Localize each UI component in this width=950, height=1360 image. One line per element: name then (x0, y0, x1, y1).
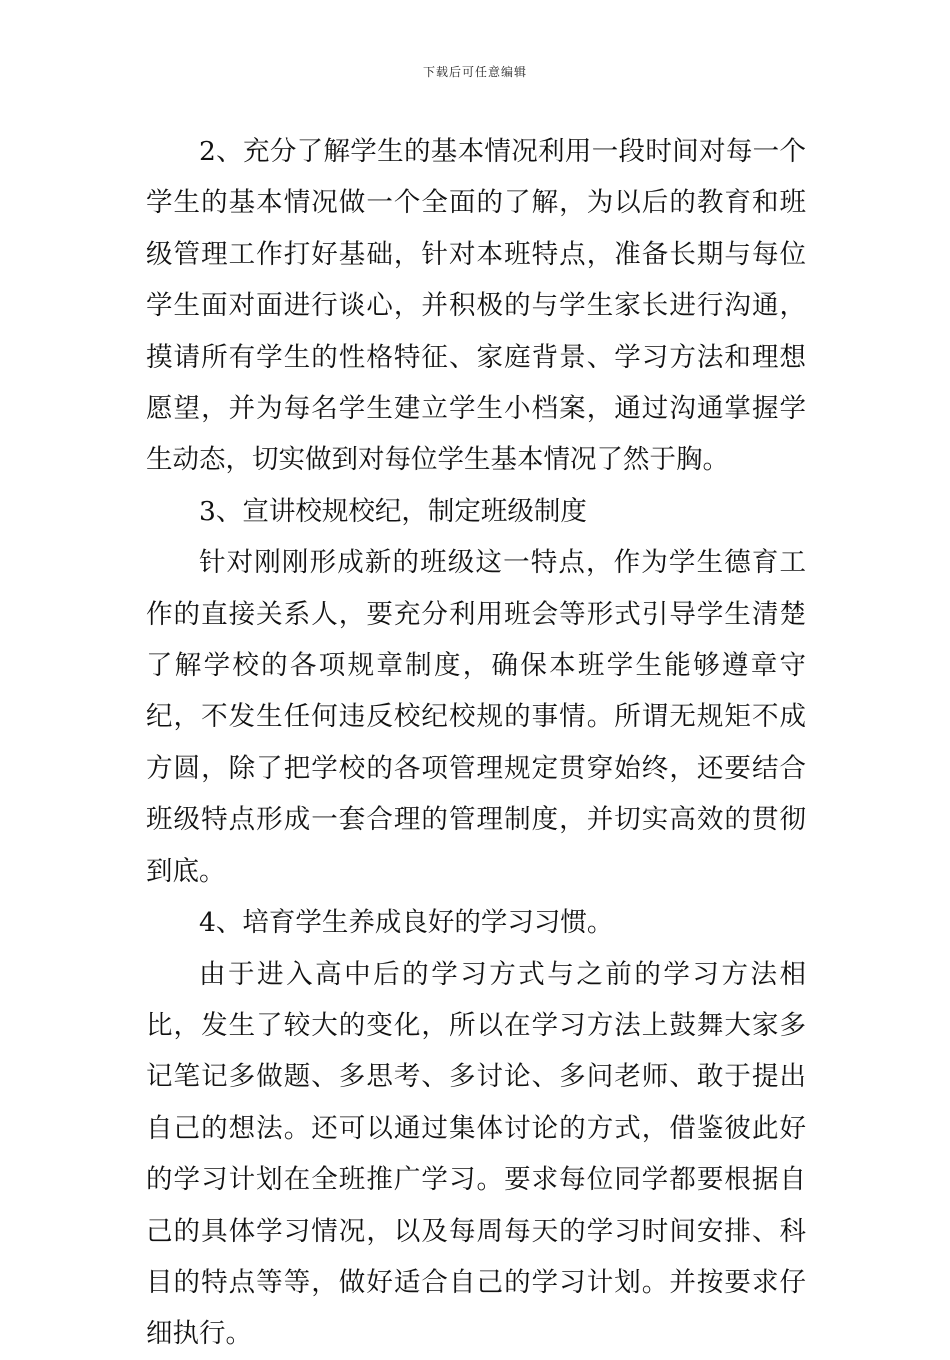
paragraph-section-3: 针对刚刚形成新的班级这一特点，作为学生德育工作的直接关系人，要充分利用班会等形式引导学生清楚了解学校的各项规章制度，确保本班学生能够遵章守纪，不发生任何违反校纪校规的事情。所谓无规矩不成方圆，除了把学校的各项管理规定贯穿始终，还要结合班级特点形成一套合理的管理制度，并切实高效的贯彻到底。 (146, 547, 806, 887)
document-body (146, 126, 806, 1360)
paragraph-section-4: 由于进入高中后的学习方式与之前的学习方法相比，发生了较大的变化，所以在学习方法上鼓舞大家多记笔记多做题、多思考、多讨论、多问老师、敢于提出自己的想法。还可以通过集体讨论的方式，借鉴彼此好的学习计划在全班推广学习。要求每位同学都要根据自己的具体学习情况，以及每周每天的学习时间安排、科目的特点等等，做好适合自己的学习计划。并按要求仔细执行。 (146, 958, 806, 1350)
page-header: 下载后可任意编辑 (422, 65, 527, 79)
heading-section-4: 4、培育学生养成良好的学习习惯。 (199, 907, 614, 939)
paragraph-section-2: 2、充分了解学生的基本情况利用一段时间对每一个学生的基本情况做一个全面的了解，为以后的教育和班级管理工作打好基础，针对本班特点，准备长期与每位学生面对面进行谈心，并积极的与学生家长进行沟通，摸请所有学生的性格特征、家庭背景、学习方法和理想愿望，并为每名学生建立学生小档案，通过沟通掌握学生动态，切实做到对每位学生基本情况了然于胸。 (146, 136, 806, 476)
heading-section-3: 3、宣讲校规校纪，制定班级制度 (199, 495, 587, 527)
